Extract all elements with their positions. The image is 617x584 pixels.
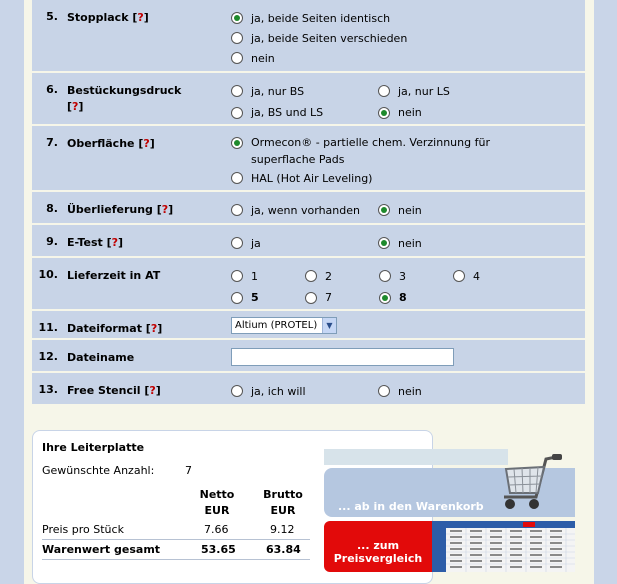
radio-icon[interactable] [453, 270, 465, 282]
row-etest [32, 225, 585, 258]
radio-icon[interactable] [305, 292, 317, 304]
row-label: Dateiname [67, 351, 135, 364]
row-label: Bestückungsdruck [?] [67, 84, 182, 113]
options [227, 258, 585, 309]
radio-icon[interactable] [378, 85, 390, 97]
quantity-value: 7 [185, 464, 192, 477]
row-number: 6. [46, 83, 58, 96]
options [227, 126, 585, 190]
help-link[interactable]: ? [143, 137, 150, 150]
option-2[interactable]: 2 [305, 266, 379, 286]
radio-icon[interactable] [231, 107, 243, 119]
divider [42, 559, 310, 560]
row-free-stencil [32, 373, 585, 406]
chevron-down-icon[interactable]: ▼ [322, 318, 336, 333]
option-nein[interactable]: nein [231, 48, 275, 68]
cart-label[interactable]: ... ab in den Warenkorb [338, 500, 484, 513]
option-nein[interactable]: nein [378, 233, 525, 253]
total-netto: 53.65 [201, 543, 236, 556]
radio-icon[interactable] [231, 172, 243, 184]
row-number: 10. [38, 268, 58, 281]
row-label: Oberfläche [?] [67, 137, 155, 150]
options [227, 225, 585, 256]
radio-selected-icon[interactable] [231, 12, 243, 24]
radio-icon[interactable] [305, 270, 317, 282]
add-to-cart-button[interactable] [324, 449, 575, 517]
row-dateiname [32, 340, 585, 373]
unit-price-label: Preis pro Stück [42, 523, 124, 536]
row-oberflaeche [32, 126, 585, 192]
row-number: 8. [46, 202, 58, 215]
option-7[interactable]: 7 [305, 288, 379, 308]
option-4[interactable]: 4 [453, 266, 527, 286]
shopping-cart-icon [496, 449, 568, 519]
radio-icon[interactable] [231, 270, 243, 282]
help-link[interactable]: ? [150, 322, 158, 335]
options [227, 192, 585, 223]
option-ja-verschieden[interactable]: ja, beide Seiten verschieden [231, 28, 407, 48]
option-ja[interactable]: ja [231, 233, 378, 253]
help-link[interactable]: ? [72, 100, 79, 113]
option-ormecon[interactable]: Ormecon® - partielle chem. Verzinnung für superflache Pads [231, 134, 521, 168]
help-link[interactable]: ? [111, 236, 119, 249]
price-compare-button[interactable] [324, 521, 575, 572]
option-8[interactable]: 8 [379, 288, 453, 308]
option-ja-identisch[interactable]: ja, beide Seiten identisch [231, 8, 390, 28]
radio-icon[interactable] [231, 237, 243, 249]
radio-selected-icon[interactable] [378, 107, 390, 119]
price-compare-label[interactable]: ... zum Preisvergleich [324, 521, 432, 572]
option-3[interactable]: 3 [379, 266, 453, 286]
price-table-thumbnail [432, 521, 575, 572]
radio-icon[interactable] [379, 270, 391, 282]
summary-title: Ihre Leiterplatte [42, 441, 145, 454]
row-label: Lieferzeit in AT [67, 269, 161, 282]
row-dateiformat [32, 311, 585, 340]
cart-strip [324, 449, 508, 465]
dateiname-input[interactable] [231, 348, 454, 366]
radio-selected-icon[interactable] [378, 204, 390, 216]
divider [42, 539, 310, 540]
row-bestueckungsdruck [32, 73, 585, 126]
option-ja-wenn-vorhanden[interactable]: ja, wenn vorhanden [231, 200, 378, 220]
page [24, 0, 594, 584]
option-nur-ls[interactable]: ja, nur LS [378, 81, 525, 101]
radio-icon[interactable] [231, 52, 243, 64]
option-1[interactable]: 1 [231, 266, 305, 286]
row-label: Stopplack [?] [67, 11, 149, 24]
row-number: 12. [38, 350, 58, 363]
radio-icon[interactable] [231, 32, 243, 44]
row-number: 11. [38, 321, 58, 334]
unit-price-netto: 7.66 [204, 523, 229, 536]
options [227, 311, 585, 338]
row-label: E-Test [?] [67, 236, 124, 249]
radio-icon[interactable] [231, 292, 243, 304]
radio-selected-icon[interactable] [378, 237, 390, 249]
radio-selected-icon[interactable] [379, 292, 391, 304]
option-nein[interactable]: nein [378, 103, 525, 123]
row-lieferzeit [32, 258, 585, 311]
quantity-label: Gewünschte Anzahl: [42, 464, 155, 477]
option-nur-bs[interactable]: ja, nur BS [231, 81, 378, 101]
option-nein[interactable]: nein [378, 200, 525, 220]
netto-header: Netto EUR [199, 488, 235, 517]
row-label: Dateiformat [?] [67, 322, 163, 335]
help-link[interactable]: ? [137, 11, 144, 24]
help-link[interactable]: ? [161, 203, 169, 216]
radio-icon[interactable] [231, 85, 243, 97]
row-number: 13. [38, 383, 58, 396]
total-label: Warenwert gesamt [42, 543, 161, 556]
row-label: Free Stencil [?] [67, 384, 161, 397]
radio-icon[interactable] [231, 204, 243, 216]
row-label: Überlieferung [?] [67, 203, 174, 216]
row-ueberlieferung [32, 192, 585, 225]
help-link[interactable]: ? [149, 384, 156, 397]
option-ja-ich-will[interactable]: ja, ich will [231, 381, 378, 401]
options [227, 373, 585, 404]
radio-icon[interactable] [231, 385, 243, 397]
radio-selected-icon[interactable] [231, 137, 243, 149]
option-bs-und-ls[interactable]: ja, BS und LS [231, 103, 378, 123]
radio-icon[interactable] [378, 385, 390, 397]
row-stopplack [32, 0, 585, 73]
option-hal[interactable]: HAL (Hot Air Leveling) [231, 168, 372, 188]
order-form [32, 0, 585, 406]
unit-price-brutto: 9.12 [270, 523, 295, 536]
option-nein[interactable]: nein [378, 381, 525, 401]
options [227, 340, 585, 371]
row-number: 5. [46, 10, 58, 23]
dateiformat-select[interactable]: Altium (PROTEL) ▼ [231, 317, 337, 334]
options [227, 0, 585, 71]
row-number: 9. [46, 235, 58, 248]
options [227, 73, 585, 124]
row-number: 7. [46, 136, 58, 149]
option-5[interactable]: 5 [231, 288, 305, 308]
total-brutto: 63.84 [266, 543, 301, 556]
brutto-header: Brutto EUR [263, 488, 303, 517]
